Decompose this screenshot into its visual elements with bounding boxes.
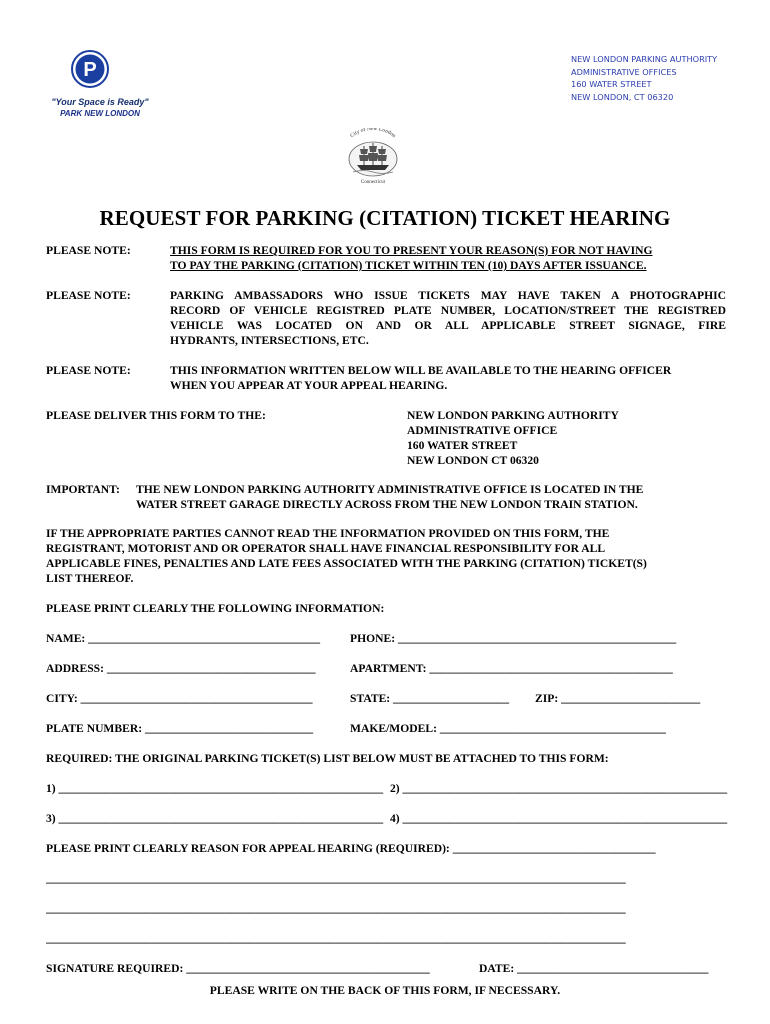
note-line: WHEN YOU APPEAR AT YOUR APPEAL HEARING. bbox=[170, 379, 448, 392]
reason-blank-line[interactable]: ____________________________________________________________________________________________________ bbox=[46, 872, 626, 885]
deliver-address-line: NEW LONDON CT 06320 bbox=[407, 454, 539, 467]
address-field[interactable]: ADDRESS: ____________________________________ bbox=[46, 662, 316, 675]
svg-text:City of New London bbox=[349, 128, 397, 139]
ticket-line-4[interactable]: 4) ________________________________________________________ bbox=[390, 812, 728, 825]
note-line: PARKING AMBASSADORS WHO ISSUE TICKETS MAY HAVE TAKEN A PHOTOGRAPHIC bbox=[170, 289, 726, 302]
note-label: PLEASE NOTE: bbox=[46, 289, 131, 302]
agency-line: 160 WATER STREET bbox=[571, 79, 652, 90]
ticket-line-3[interactable]: 3) ________________________________________________________ bbox=[46, 812, 384, 825]
plate-number-field[interactable]: PLATE NUMBER: _____________________________ bbox=[46, 722, 314, 735]
important-label: IMPORTANT: bbox=[46, 483, 120, 496]
deliver-address-line: 160 WATER STREET bbox=[407, 439, 518, 452]
note-line: TO PAY THE PARKING (CITATION) TICKET WITHIN TEN (10) DAYS AFTER ISSUANCE. bbox=[170, 259, 647, 272]
name-field[interactable]: NAME: ________________________________________ bbox=[46, 632, 321, 645]
slogan-line-2: PARK NEW LONDON bbox=[60, 109, 140, 118]
responsibility-line: REGISTRANT, MOTORIST AND OR OPERATOR SHALL HAVE FINANCIAL RESPONSIBILITY FOR ALL bbox=[46, 542, 606, 555]
city-seal-ship-icon bbox=[333, 128, 413, 186]
responsibility-paragraph bbox=[46, 526, 647, 586]
form-title: REQUEST FOR PARKING (CITATION) TICKET HEARING bbox=[99, 206, 671, 230]
note-line: VEHICLE WAS LOCATED ON AND OR ALL APPLICABLE STREET SIGNAGE, FIRE bbox=[170, 319, 726, 332]
zip-field[interactable]: ZIP: ________________________ bbox=[535, 692, 701, 705]
print-instruction: PLEASE PRINT CLEARLY THE FOLLOWING INFORMATION: bbox=[46, 602, 385, 615]
seal-top-text: City of New London bbox=[349, 128, 397, 140]
note-line: THIS INFORMATION WRITTEN BELOW WILL BE AVAILABLE TO THE HEARING OFFICER bbox=[170, 364, 672, 377]
important-text bbox=[136, 482, 643, 512]
note-text bbox=[170, 363, 726, 393]
agency-address-block bbox=[571, 53, 717, 103]
ticket-line-1[interactable]: 1) ________________________________________________________ bbox=[46, 782, 384, 795]
responsibility-line: LIST THEREOF. bbox=[46, 572, 134, 585]
apartment-field[interactable]: APARTMENT: __________________________________________ bbox=[350, 662, 673, 675]
deliver-address bbox=[407, 408, 619, 468]
responsibility-line: APPLICABLE FINES, PENALTIES AND LATE FEES ASSOCIATED WITH THE PARKING (CITATION) TICKET(S) bbox=[46, 557, 647, 570]
note-text bbox=[170, 288, 726, 348]
seal-bottom-text: Connecticut bbox=[360, 180, 386, 185]
agency-line: ADMINISTRATIVE OFFICES bbox=[571, 66, 677, 77]
phone-field[interactable]: PHONE: ________________________________________________ bbox=[350, 632, 677, 645]
note-line: HYDRANTS, INTERSECTIONS, ETC. bbox=[170, 334, 369, 347]
park-new-london-logo bbox=[71, 50, 109, 88]
ticket-line-2[interactable]: 2) ________________________________________________________ bbox=[390, 782, 728, 795]
important-line: WATER STREET GARAGE DIRECTLY ACROSS FROM THE NEW LONDON TRAIN STATION. bbox=[136, 498, 638, 511]
reason-blank-line[interactable]: ____________________________________________________________________________________________________ bbox=[46, 932, 626, 945]
city-field[interactable]: CITY: ________________________________________ bbox=[46, 692, 313, 705]
deliver-address-line: NEW LONDON PARKING AUTHORITY bbox=[407, 409, 619, 422]
note-text bbox=[170, 243, 726, 273]
deliver-address-line: ADMINISTRATIVE OFFICE bbox=[407, 424, 558, 437]
agency-line: NEW LONDON, CT 06320 bbox=[571, 91, 674, 102]
date-field[interactable]: DATE: _________________________________ bbox=[479, 962, 709, 975]
city-seal bbox=[333, 128, 413, 186]
note-line: THIS FORM IS REQUIRED FOR YOU TO PRESENT YOUR REASON(S) FOR NOT HAVING bbox=[170, 244, 653, 257]
appeal-reason-field[interactable]: PLEASE PRINT CLEARLY REASON FOR APPEAL HEARING (REQUIRED): ___________________________________ bbox=[46, 842, 656, 855]
logo-letter: P bbox=[83, 59, 97, 81]
note-line: RECORD OF VEHICLE REGISTRED PLATE NUMBER, LOCATION/STREET THE REGISTRED bbox=[170, 304, 726, 317]
state-field[interactable]: STATE: ____________________ bbox=[350, 692, 509, 705]
slogan-line-1: "Your Space is Ready" bbox=[51, 97, 149, 107]
agency-line: NEW LONDON PARKING AUTHORITY bbox=[571, 54, 718, 64]
note-label: PLEASE NOTE: bbox=[46, 244, 131, 257]
slogan bbox=[40, 97, 160, 119]
make-model-field[interactable]: MAKE/MODEL: _______________________________________ bbox=[350, 722, 666, 735]
signature-field[interactable]: SIGNATURE REQUIRED: __________________________________________ bbox=[46, 962, 430, 975]
note-label: PLEASE NOTE: bbox=[46, 364, 131, 377]
footer-note: PLEASE WRITE ON THE BACK OF THIS FORM, IF NECESSARY. bbox=[209, 984, 561, 997]
parking-p-icon bbox=[71, 50, 109, 88]
important-line: THE NEW LONDON PARKING AUTHORITY ADMINISTRATIVE OFFICE IS LOCATED IN THE bbox=[136, 483, 644, 496]
reason-blank-line[interactable]: ____________________________________________________________________________________________________ bbox=[46, 902, 626, 915]
tickets-required-text: REQUIRED: THE ORIGINAL PARKING TICKET(S) LIST BELOW MUST BE ATTACHED TO THIS FORM: bbox=[46, 752, 609, 765]
deliver-label: PLEASE DELIVER THIS FORM TO THE: bbox=[46, 409, 266, 422]
responsibility-line: IF THE APPROPRIATE PARTIES CANNOT READ THE INFORMATION PROVIDED ON THIS FORM, THE bbox=[46, 527, 610, 540]
